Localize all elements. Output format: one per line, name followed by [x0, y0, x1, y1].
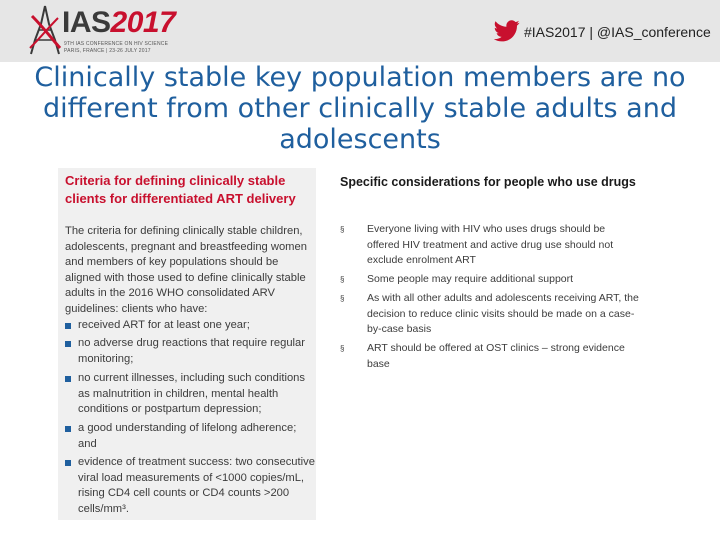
criteria-heading: Criteria for defining clinically stable clients for differentiated ART delivery: [65, 173, 296, 206]
criteria-item-text: no current illnesses, including such conditions as malnutrition in children, mental health conditions or postpartum depression;: [78, 372, 305, 415]
eiffel-tower-logo-icon: [28, 4, 62, 56]
conference-hashtag: #IAS2017 | @IAS_conference: [524, 24, 711, 40]
slide-title: Clinically stable key population members are no different from other clinically stable adults and adolescents: [34, 62, 686, 155]
logo-year-text: 2017: [110, 6, 176, 39]
square-bullet-icon: [65, 460, 71, 466]
logo-ias-text: IAS: [62, 6, 111, 39]
consideration-item-text: ART should be offered at OST clinics – strong evidence base: [367, 342, 625, 370]
bullet-marker: §: [340, 225, 345, 234]
twitter-bird-icon: [494, 20, 520, 42]
bullet-marker: §: [340, 294, 345, 303]
criteria-panel: [58, 168, 316, 520]
logo-subtitle-line2: PARIS, FRANCE | 23-26 JULY 2017: [64, 48, 151, 54]
bullet-marker: §: [340, 344, 345, 353]
logo-subtitle-line1: 9TH IAS CONFERENCE ON HIV SCIENCE: [64, 41, 169, 47]
consideration-item-text: As with all other adults and adolescents receiving ART, the decision to reduce clinic visits should be made on a case-by-case basis: [367, 292, 639, 335]
square-bullet-icon: [65, 376, 71, 382]
logo-wordmark: [62, 8, 175, 38]
square-bullet-icon: [65, 426, 71, 432]
consideration-item-text: Everyone living with HIV who uses drugs should be offered HIV treatment and active drug use should not exclude enrolment ART: [367, 223, 614, 266]
considerations-heading: Specific considerations for people who use drugs: [340, 175, 636, 189]
square-bullet-icon: [65, 323, 71, 329]
consideration-item-text: Some people may require additional support: [367, 273, 574, 285]
ias-logo: [28, 4, 178, 56]
criteria-item-text: a good understanding of lifelong adherence; and: [78, 422, 297, 450]
square-bullet-icon: [65, 341, 71, 347]
criteria-item-text: received ART for at least one year;: [78, 319, 250, 331]
bullet-marker: §: [340, 275, 345, 284]
criteria-item-text: no adverse drug reactions that require regular monitoring;: [78, 337, 305, 365]
header-bar: [0, 0, 720, 62]
criteria-intro: The criteria for defining clinically stable children, adolescents, pregnant and breastfeeding women and members of key populations should be aligned with those used to define clinically stable adults in the 2016 WHO consolidated ARV guidelines: clients who have:: [65, 225, 307, 315]
criteria-item-text: evidence of treatment success: two consecutive viral load measurements of <1000 copies/mL, rising CD4 cell counts or CD4 counts >200 cells/mm³.: [78, 456, 315, 515]
